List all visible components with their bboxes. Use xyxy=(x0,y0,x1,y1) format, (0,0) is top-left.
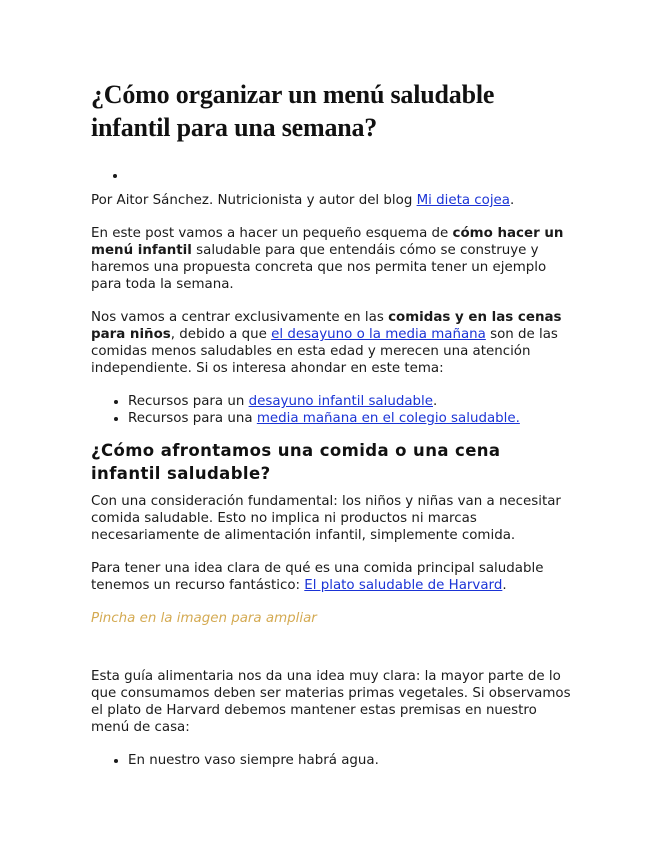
guide-paragraph: Esta guía alimentaria nos da una idea muy clara: la mayor parte de lo que consumamos deben ser materias primas vegetales. Si observamos el plato de Harvard debemos mantener estas premisas en nuestro menú de casa: xyxy=(91,669,571,735)
focus-text-3: son de las comidas menos saludables en esta edad y merecen una atención independiente. Si os interesa ahondar en este tema: xyxy=(91,327,558,376)
article-body xyxy=(91,78,571,769)
focus-bold: comidas y en las cenas para niños xyxy=(91,310,562,342)
intro-text-2: saludable para que entendáis cómo se construye y haremos una propuesta concreta que nos permita tener un ejemplo para toda la semana. xyxy=(91,243,547,292)
list-item xyxy=(128,410,571,427)
author-suffix: . xyxy=(510,193,515,208)
harvard-paragraph xyxy=(91,560,571,594)
harvard-suffix: . xyxy=(502,578,507,593)
intro-bold: cómo hacer un menú infantil xyxy=(91,226,564,258)
resources-list xyxy=(91,393,571,427)
consideration-paragraph: Con una consideración fundamental: los niños y niñas van a necesitar comida saludable. Esto no implica ni productos ni marcas necesariamente de alimentación infantil, simplemente comida. xyxy=(91,494,561,543)
section-heading: ¿Cómo afrontamos una comida o una cena infantil saludable? xyxy=(91,441,501,483)
article-title: ¿Cómo organizar un menú saludable infantil para una semana? xyxy=(91,80,495,142)
author-text: Por Aitor Sánchez. Nutricionista y autor del blog xyxy=(91,193,417,208)
resource-text: Recursos para una xyxy=(128,411,257,426)
premises-list xyxy=(91,752,571,769)
midmorning-resource-link[interactable]: media mañana en el colegio saludable. xyxy=(256,411,520,426)
harvard-plate-link[interactable]: El plato saludable de Harvard xyxy=(304,578,503,593)
resource-text: Recursos para un xyxy=(128,394,249,409)
list-item xyxy=(128,393,571,410)
blog-link[interactable]: Mi dieta cojea xyxy=(416,193,510,208)
focus-text-1: Nos vamos a centrar exclusivamente en las xyxy=(91,310,389,325)
focus-text-2: , debido a que xyxy=(170,327,272,342)
resource-suffix: . xyxy=(433,394,438,409)
list-item: • En nuestro vaso siempre habrá agua. xyxy=(128,752,571,769)
empty-bullet-list xyxy=(91,166,571,184)
breakfast-link[interactable]: el desayuno o la media mañana xyxy=(271,327,486,342)
intro-text-1: En este post vamos a hacer un pequeño esquema de xyxy=(91,226,453,241)
author-line xyxy=(91,192,571,209)
intro-paragraph xyxy=(91,225,571,293)
breakfast-resource-link[interactable]: desayuno infantil saludable xyxy=(248,394,433,409)
empty-list-item xyxy=(128,166,571,184)
focus-paragraph xyxy=(91,309,571,377)
harvard-text: Para tener una idea clara de qué es una comida principal saludable tenemos un recurso fantástico: xyxy=(91,561,544,593)
image-caption[interactable]: Pincha en la imagen para ampliar xyxy=(91,611,317,626)
